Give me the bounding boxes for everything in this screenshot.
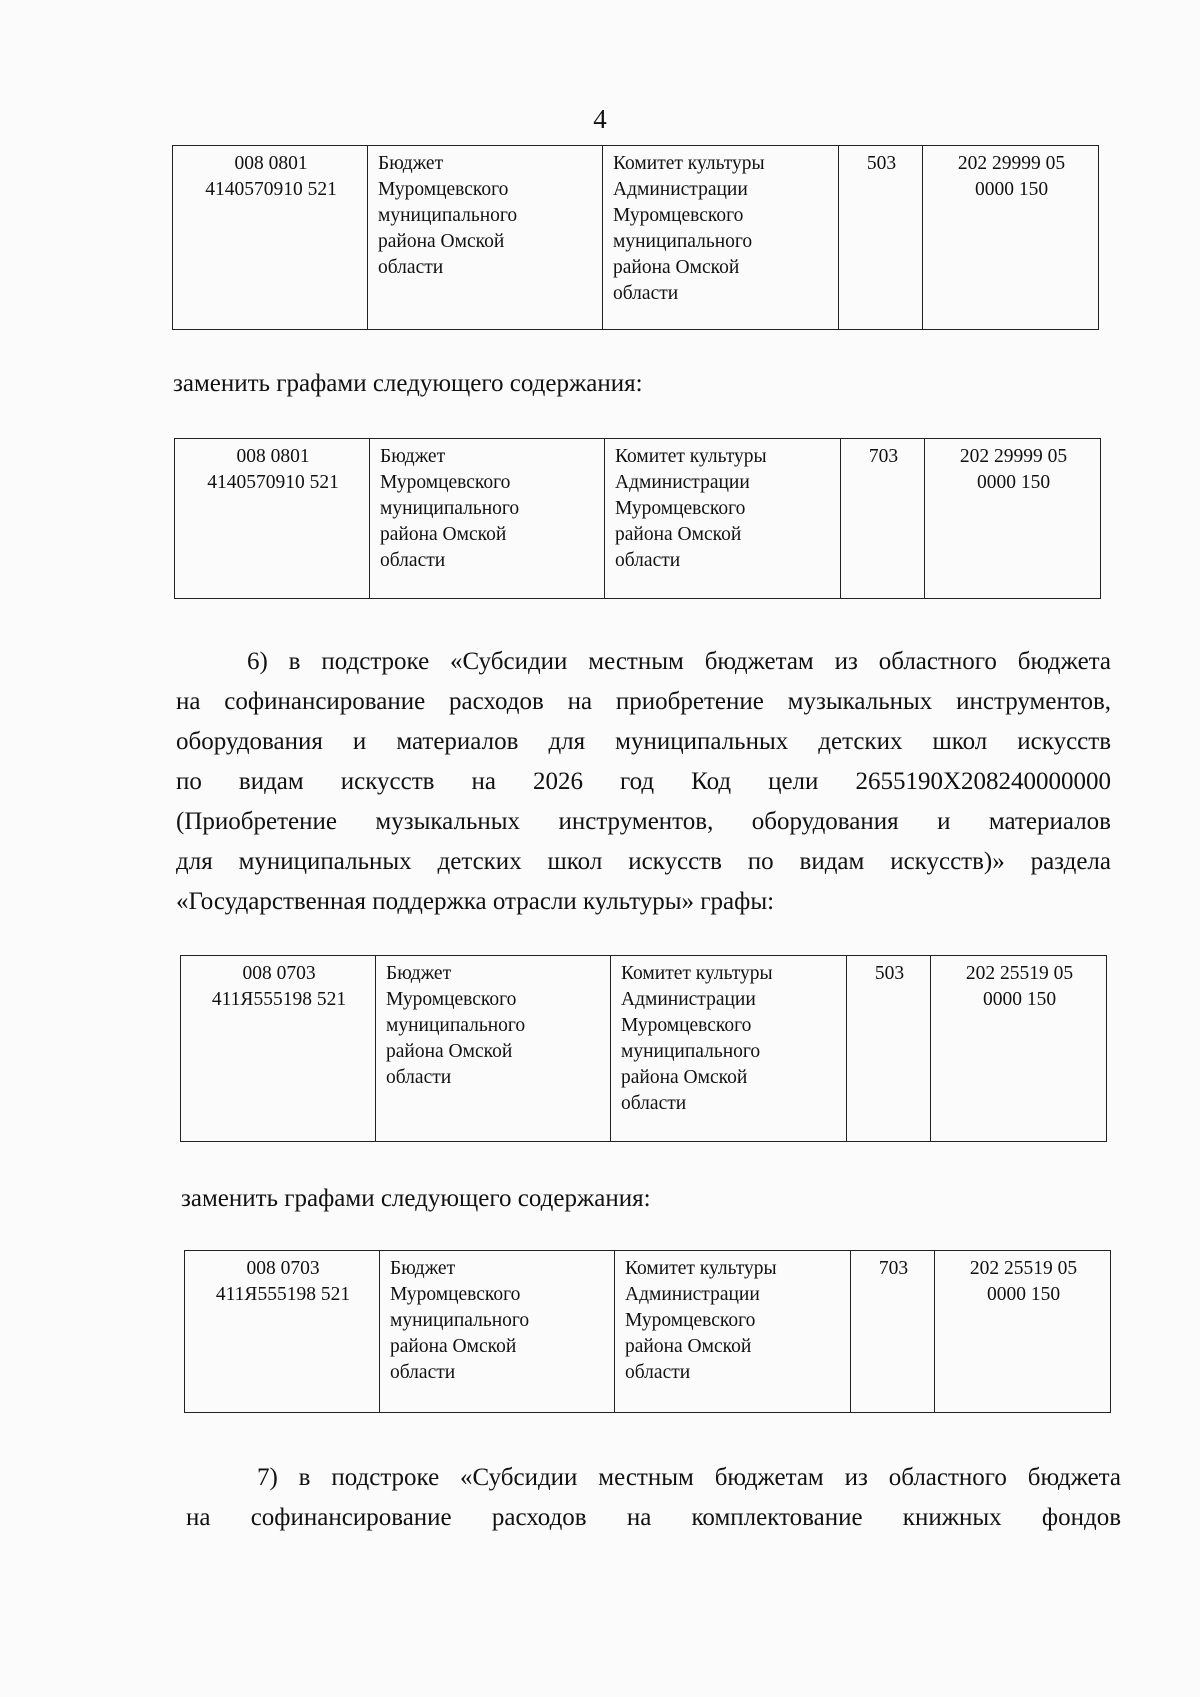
table-new-0703 bbox=[184, 1250, 1111, 1413]
replace-label-1: заменить графами следующего содержания: bbox=[173, 370, 643, 397]
cell-administrator: Комитет культуры Администрации Муромцевского муниципального района Омской области bbox=[611, 956, 847, 1142]
cell-code: 008 0801 4140570910 521 bbox=[173, 146, 368, 330]
cell-administrator: Комитет культуры Администрации Муромцевского муниципального района Омской области bbox=[603, 146, 839, 330]
cell-kbk: 202 29999 05 0000 150 bbox=[925, 439, 1101, 599]
cell-number: 503 bbox=[839, 146, 923, 330]
cell-budget: Бюджет Муромцевского муниципального района Омской области bbox=[370, 439, 605, 599]
cell-code: 008 0703 411Я555198 521 bbox=[185, 1251, 380, 1413]
cell-administrator: Комитет культуры Администрации Муромцевского района Омской области bbox=[605, 439, 841, 599]
table-old-0801 bbox=[172, 145, 1099, 330]
cell-kbk: 202 29999 05 0000 150 bbox=[923, 146, 1099, 330]
cell-budget: Бюджет Муромцевского муниципального района Омской области bbox=[376, 956, 611, 1142]
table-row bbox=[175, 439, 1101, 599]
paragraph-line: на софинансирование расходов на комплектование книжных фондов bbox=[186, 1504, 1121, 1531]
cell-budget: Бюджет Муромцевского муниципального района Омской области bbox=[380, 1251, 615, 1413]
paragraph-line: «Государственная поддержка отрасли культуры» графы: bbox=[176, 888, 775, 915]
page-number: 4 bbox=[593, 104, 607, 134]
table-row bbox=[181, 956, 1107, 1142]
paragraph-line: на софинансирование расходов на приобретение музыкальных инструментов, bbox=[176, 688, 1111, 715]
paragraph-line: для муниципальных детских школ искусств по видам искусств)» раздела bbox=[176, 848, 1111, 875]
paragraph-line: 6) в подстроке «Субсидии местным бюджетам из областного бюджета bbox=[247, 648, 1111, 675]
cell-administrator: Комитет культуры Администрации Муромцевского района Омской области bbox=[615, 1251, 851, 1413]
table-row bbox=[185, 1251, 1111, 1413]
cell-number: 503 bbox=[847, 956, 931, 1142]
table-row bbox=[173, 146, 1099, 330]
cell-number: 703 bbox=[851, 1251, 935, 1413]
paragraph-line: оборудования и материалов для муниципальных детских школ искусств bbox=[176, 728, 1111, 755]
cell-number: 703 bbox=[841, 439, 925, 599]
cell-kbk: 202 25519 05 0000 150 bbox=[931, 956, 1107, 1142]
paragraph-7 bbox=[186, 1458, 1121, 1538]
cell-budget: Бюджет Муромцевского муниципального района Омской области bbox=[368, 146, 603, 330]
paragraph-line: (Приобретение музыкальных инструментов, оборудования и материалов bbox=[176, 808, 1111, 835]
paragraph-line: 7) в подстроке «Субсидии местным бюджетам из областного бюджета bbox=[257, 1464, 1121, 1491]
paragraph-6 bbox=[176, 642, 1111, 922]
cell-code: 008 0801 4140570910 521 bbox=[175, 439, 370, 599]
table-new-0801 bbox=[174, 438, 1101, 599]
table-old-0703 bbox=[180, 955, 1107, 1142]
cell-code: 008 0703 411Я555198 521 bbox=[181, 956, 376, 1142]
paragraph-line: по видам искусств на 2026 год Код цели 2655190Х208240000000 bbox=[176, 768, 1111, 795]
cell-kbk: 202 25519 05 0000 150 bbox=[935, 1251, 1111, 1413]
replace-label-2: заменить графами следующего содержания: bbox=[181, 1185, 651, 1212]
